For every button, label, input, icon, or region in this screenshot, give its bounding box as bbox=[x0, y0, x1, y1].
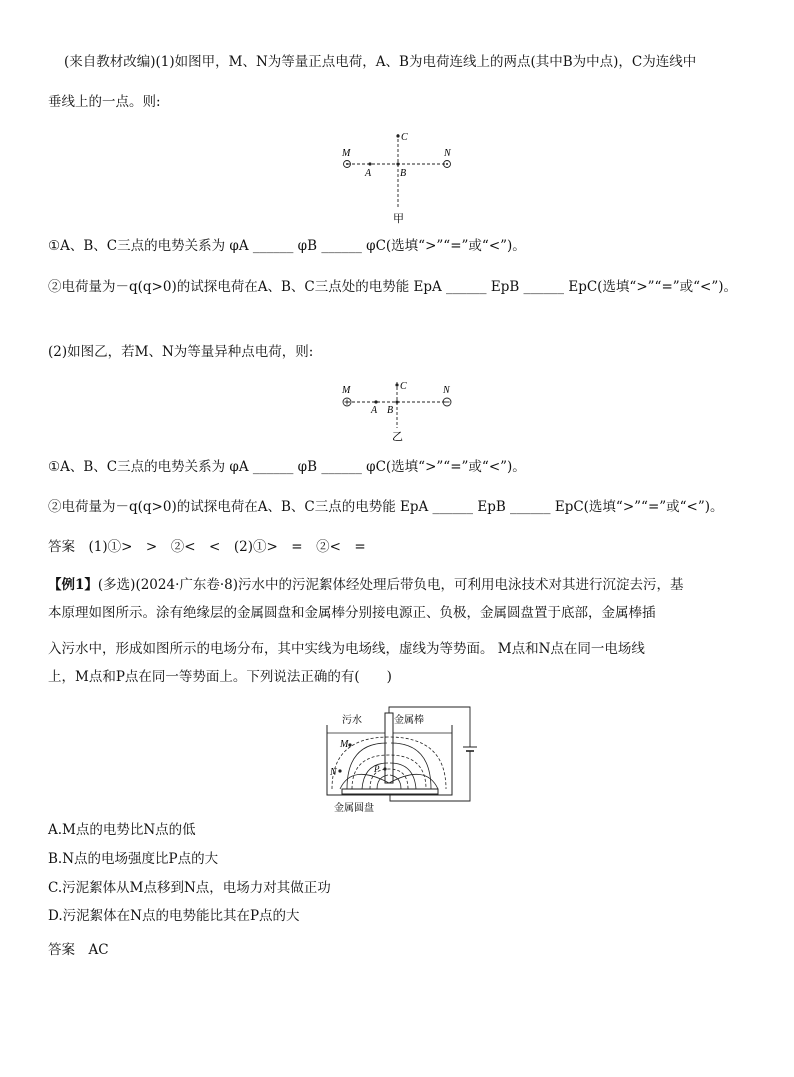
option-d: D.污泥絮体在N点的电势能比其在P点的大 bbox=[48, 908, 300, 924]
svg-text:A: A bbox=[371, 405, 378, 416]
label-disk: 金属圆盘 bbox=[334, 803, 374, 814]
q1-sub1: ①A、B、C三点的电势关系为 φA ______ φB ______ φC(选填“>”“=”或“<”)。 bbox=[48, 238, 526, 254]
label-water: 污水 bbox=[342, 715, 362, 726]
figure-yi bbox=[330, 376, 465, 446]
figure-electrophoresis bbox=[322, 703, 482, 815]
label-rod: 金属棒 bbox=[394, 715, 424, 726]
figure-label-jia: 甲 bbox=[393, 212, 404, 225]
label-em: M bbox=[340, 739, 349, 750]
option-a: A.M点的电势比N点的低 bbox=[48, 822, 196, 838]
example-tag: 【例1】 bbox=[48, 577, 98, 593]
q2-sub2: ②电荷量为－q(q>0)的试探电荷在A、B、C三点的电势能 EpA ______ EpB ______ EpC(选填“>”“=”或“<”)。 bbox=[48, 499, 724, 515]
label-a: A bbox=[365, 168, 372, 179]
label-m: M bbox=[342, 148, 351, 159]
label-c: C bbox=[401, 132, 408, 143]
label-ep: P bbox=[374, 764, 380, 774]
q1-intro-line2: 垂线上的一点。则: bbox=[48, 94, 161, 110]
svg-text:B: B bbox=[387, 405, 394, 416]
label-en: N bbox=[330, 767, 337, 778]
label-b: B bbox=[400, 168, 407, 179]
option-b: B.N点的电场强度比P点的大 bbox=[48, 851, 219, 867]
q2-sub1: ①A、B、C三点的电势关系为 φA ______ φB ______ φC(选填“>”“=”或“<”)。 bbox=[48, 459, 526, 475]
q2-intro: (2)如图乙，若M、N为等量异种点电荷，则: bbox=[48, 344, 314, 360]
option-c: C.污泥絮体从M点移到N点，电场力对其做正功 bbox=[48, 880, 331, 896]
figure-label-yi: 乙 bbox=[392, 430, 403, 443]
example-line2: 本原理如图所示。涂有绝缘层的金属圆盘和金属棒分别接电源正、负极，金属圆盘置于底部，金属棒插 bbox=[48, 605, 656, 621]
q1-intro-line1: (来自教材改编)(1)如图甲，M、N为等量正点电荷，A、B为电荷连线上的两点(其中B为中点)，C为连线中 bbox=[64, 54, 697, 70]
svg-text:C: C bbox=[400, 381, 407, 392]
label-n: N bbox=[444, 148, 451, 159]
figure-jia bbox=[330, 126, 465, 226]
example-line1: 【例1】(多选)(2024·广东卷·8)污水中的污泥絮体经处理后带负电，可利用电泳技术对其进行沉淀去污，基 bbox=[48, 577, 684, 593]
example-line4: 上，M点和P点在同一等势面上。下列说法正确的有( ) bbox=[48, 669, 392, 685]
answer-2: 答案 AC bbox=[48, 942, 109, 958]
answer-1: 答案 (1)①> > ②< < (2)①> = ②< = bbox=[48, 539, 366, 555]
svg-text:M: M bbox=[342, 385, 351, 396]
example-line3: 入污水中，形成如图所示的电场分布，其中实线为电场线，虚线为等势面。 M点和N点在同一电场线 bbox=[48, 641, 645, 657]
svg-text:N: N bbox=[443, 385, 450, 396]
q1-sub2: ②电荷量为－q(q>0)的试探电荷在A、B、C三点处的电势能 EpA ______ EpB ______ EpC(选填“>”“=”或“<”)。 bbox=[48, 279, 738, 295]
